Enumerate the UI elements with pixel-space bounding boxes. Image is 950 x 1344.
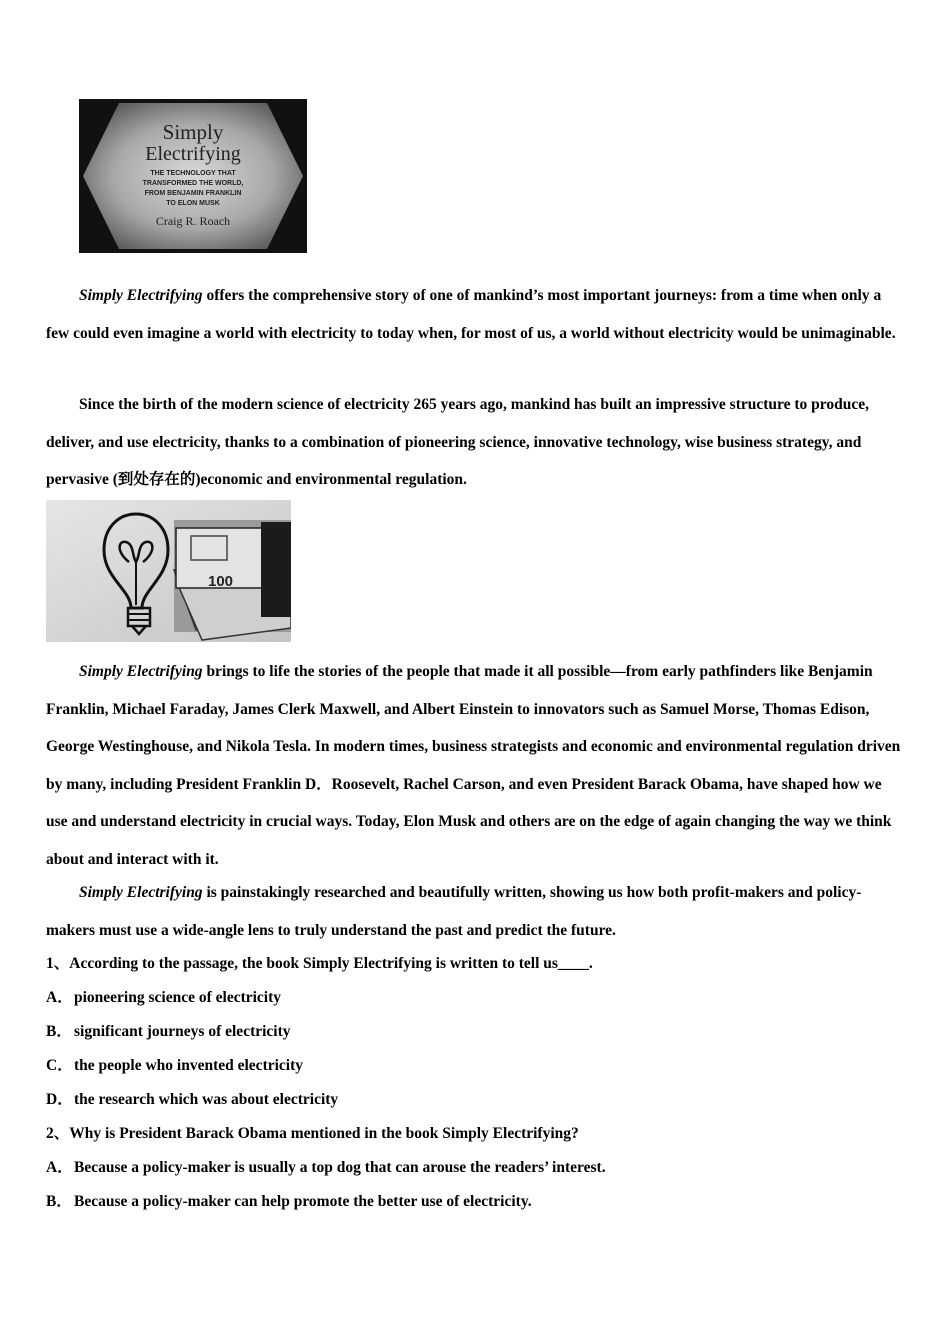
question-1-option-d[interactable] <box>46 1090 926 1110</box>
passage-paragraph-1 <box>46 277 906 352</box>
cover-subtitle-line: TO ELON MUSK <box>166 200 220 207</box>
book-cover-image <box>79 99 307 253</box>
cover-subtitle-line: THE TECHNOLOGY THAT <box>150 170 236 177</box>
question-1-option-b[interactable] <box>46 1022 926 1042</box>
option-letter: B． <box>46 1193 72 1210</box>
banknote-stack-icon <box>174 520 291 640</box>
option-letter: A． <box>46 989 73 1006</box>
question-1-stem: 1、According to the passage, the book Simply Electrifying is written to tell us____. <box>46 955 593 972</box>
option-text: pioneering science of electricity <box>74 989 282 1006</box>
paragraph-text: brings to life the stories of the people that made it all possible—from early pathfinders like Benjamin Franklin, Michael Faraday, James Clerk Maxwell, and Albert Einstein to innovators such as Samuel Morse, Thomas Edison, George Westinghouse, and Nikola Tesla. In modern times, business strategists and economic and environmental regulation driven by many, including President Franklin D．Roosevelt, Rachel Carson, and even President Barack Obama, have shaped how we use and understand electricity in crucial ways. Today, Elon Musk and others are on the edge of again changing the way we think about and interact with it. <box>46 663 901 868</box>
passage-paragraph-2 <box>46 386 906 499</box>
option-letter: C． <box>46 1057 73 1074</box>
option-text: Because a policy-maker is usually a top dog that can arouse the readers’ interest. <box>74 1159 606 1176</box>
paragraph-text: Since the birth of the modern science of electricity 265 years ago, mankind has built an impressive structure to produce, deliver, and use electricity, thanks to a combination of pioneering science, innovative technology, wise business strategy, and pervasive (到处存在的)economic and environmental regulation. <box>46 396 870 488</box>
option-text: significant journeys of electricity <box>74 1023 291 1040</box>
passage-paragraph-3 <box>46 653 906 878</box>
cover-subtitle-line: TRANSFORMED THE WORLD, <box>142 180 244 187</box>
paragraph-text: is painstakingly researched and beautifully written, showing us how both profit-makers and policy-makers must use a wide-angle lens to truly understand the past and predict the future. <box>46 884 862 939</box>
book-title: Simply Electrifying <box>79 287 203 304</box>
option-letter: D． <box>46 1091 73 1108</box>
option-letter: B． <box>46 1023 72 1040</box>
bulb-money-image <box>46 500 291 642</box>
book-title: Simply Electrifying <box>79 884 203 901</box>
cover-title-line1: Simply <box>162 120 224 144</box>
cover-author: Craig R. Roach <box>155 214 231 228</box>
option-letter: A． <box>46 1159 73 1176</box>
question-2-option-b[interactable] <box>46 1192 926 1212</box>
question-2-option-a[interactable] <box>46 1158 926 1178</box>
passage-paragraph-4 <box>46 874 906 949</box>
book-title: Simply Electrifying <box>79 663 203 680</box>
option-text: the research which was about electricity <box>74 1091 339 1108</box>
question-1-option-c[interactable] <box>46 1056 926 1076</box>
cover-title-line2: Electrifying <box>145 143 241 165</box>
question-1-option-a[interactable] <box>46 988 926 1008</box>
paragraph-text: offers the comprehensive story of one of mankind’s most important journeys: from a time when only a few could even imagine a world with electricity to today when, for most of us, a world without electricity would be unimaginable. <box>46 287 896 342</box>
question-2-stem: 2、Why is President Barack Obama mentioned in the book Simply Electrifying? <box>46 1125 579 1142</box>
banknote-value: 100 <box>208 573 234 590</box>
option-text: Because a policy-maker can help promote the better use of electricity. <box>74 1193 532 1210</box>
option-text: the people who invented electricity <box>74 1057 304 1074</box>
cover-subtitle-line: FROM BENJAMIN FRANKLIN <box>144 190 242 197</box>
